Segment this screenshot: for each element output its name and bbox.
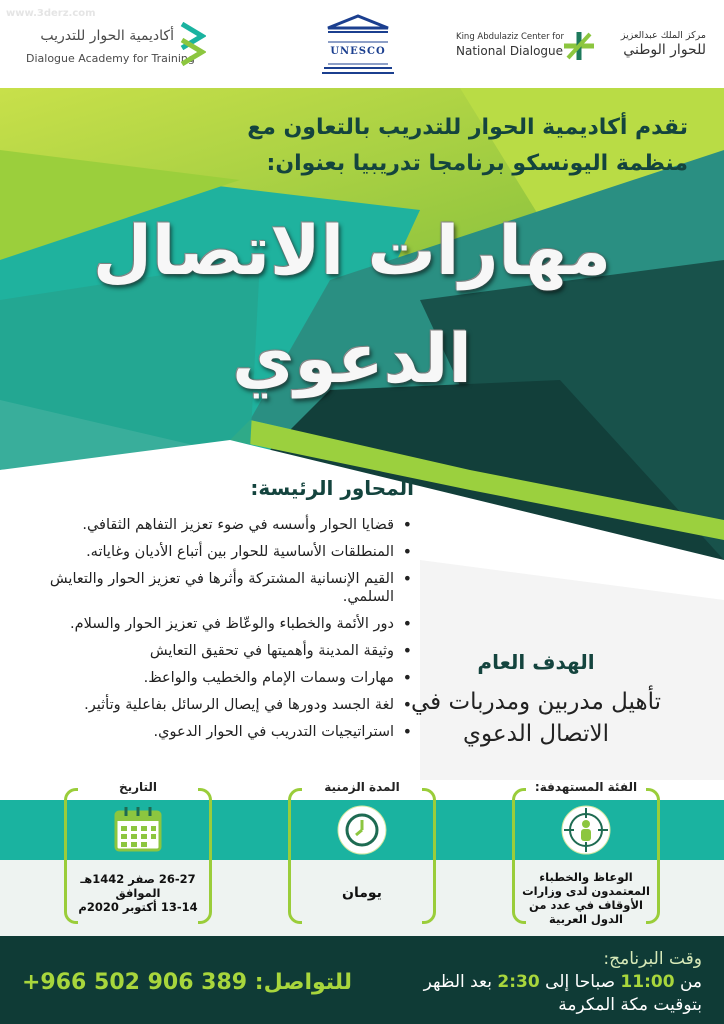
- main-axes-heading: المحاور الرئيسة:: [250, 476, 414, 500]
- list-item: • المنطلقات الأساسية للحوار بين أتباع الأديان وغاياته.: [14, 543, 414, 561]
- date-heading: التاريخ: [118, 780, 158, 794]
- duration: [288, 782, 436, 928]
- list-item: • استراتيجيات التدريب في الحوار الدعوي.: [14, 723, 414, 741]
- intro-line-1: تقدم أكاديمية الحوار للتدريب بالتعاون مع: [247, 115, 688, 140]
- unesco-temple-icon: [320, 14, 396, 76]
- date-text: [64, 872, 212, 914]
- main-axes-section: [14, 476, 414, 750]
- list-item: • دور الأئمة والخطباء والوعّاظ في تعزيز الحوار والسلام.: [14, 615, 414, 633]
- dialogue-academy-logo-icon: [178, 22, 206, 68]
- header: [0, 0, 724, 88]
- clock-icon: [336, 804, 388, 856]
- date: [64, 782, 212, 928]
- intro-text: [88, 110, 688, 182]
- date-gregorian: 13-14 أكتوبر 2020م: [78, 900, 198, 914]
- national-dialogue-logo: [456, 22, 706, 70]
- list-item: • وثيقة المدينة وأهميتها في تحقيق التعايش: [14, 642, 414, 660]
- list-item: • لغة الجسد ودورها في إيصال الرسائل بفاعلية وتأثير.: [14, 696, 414, 714]
- contact: [22, 970, 352, 995]
- goal-heading: الهدف العام: [477, 650, 595, 674]
- timing-label: وقت البرنامج:: [603, 949, 702, 969]
- list-item: • مهارات وسمات الإمام والخطيب والواعظ.: [14, 669, 414, 687]
- timing-am: صباحا إلى: [545, 972, 616, 992]
- timing-zone: بتوقيت مكة المكرمة: [558, 995, 702, 1015]
- goal-text: تأهيل مدربين ومدربات في الاتصال الدعوي: [410, 689, 661, 747]
- center-name-en-small: King Abdulaziz Center for: [456, 32, 564, 42]
- center-name-ar-big: للحوار الوطني: [623, 42, 706, 58]
- target-person-icon: [560, 804, 612, 856]
- timing-from: من: [679, 972, 702, 992]
- academy-name-en: Dialogue Academy for Training: [26, 52, 195, 65]
- footer: [0, 936, 724, 1024]
- national-dialogue-logo-icon: [560, 28, 598, 64]
- program-title-line-1: مهارات الاتصال: [92, 212, 611, 291]
- list-item: • القيم الإنسانية المشتركة وأثرها في تعزيز الحوار والتعايش السلمي.: [14, 570, 414, 606]
- general-goal: [386, 650, 686, 750]
- bracket-right: [422, 788, 436, 924]
- target-audience: [512, 782, 660, 928]
- dialogue-academy-logo: [26, 20, 206, 70]
- timing-pm: بعد الظهر: [423, 972, 492, 992]
- time-end: 2:30: [497, 972, 540, 992]
- center-name-en-big: National Dialogue: [456, 44, 564, 58]
- date-hijri: 26-27 صفر 1442هـ: [80, 872, 196, 886]
- contact-phone[interactable]: +966 502 906 389: [22, 970, 248, 995]
- time-start: 11:00: [620, 972, 675, 992]
- unesco-wordmark: UNESCO: [330, 46, 386, 57]
- program-title: [22, 198, 682, 414]
- program-title-line-2: الدعوي: [232, 320, 472, 399]
- intro-line-2: منظمة اليونسكو برنامجا تدريبيا بعنوان:: [266, 151, 688, 176]
- duration-heading: المدة الزمنية: [324, 780, 400, 794]
- academy-name-ar: أكاديمية الحوار للتدريب: [40, 28, 174, 44]
- main-axes-list: [14, 516, 414, 741]
- timing-range: [424, 970, 702, 994]
- contact-label: للتواصل:: [254, 970, 353, 995]
- date-corresponding: الموافق: [115, 886, 161, 900]
- list-item: • قضايا الحوار وأسسه في ضوء تعزيز التفاهم الثقافي.: [14, 516, 414, 534]
- watermark: www.3derz.com: [6, 8, 96, 19]
- bracket-left: [288, 788, 302, 924]
- target-text: الوعاظ والخطباء المعتمدون لدى وزارات الأوقاف في عدد من الدول العربية: [522, 870, 650, 926]
- program-timing: [424, 948, 702, 1016]
- calendar-icon: [112, 804, 164, 856]
- unesco-logo: [320, 14, 396, 76]
- center-name-ar-small: مركز الملك عبدالعزيز: [620, 30, 706, 41]
- info-band: [0, 782, 724, 932]
- target-heading: الفئة المستهدفة:: [534, 780, 638, 794]
- duration-text: يومان: [342, 885, 382, 901]
